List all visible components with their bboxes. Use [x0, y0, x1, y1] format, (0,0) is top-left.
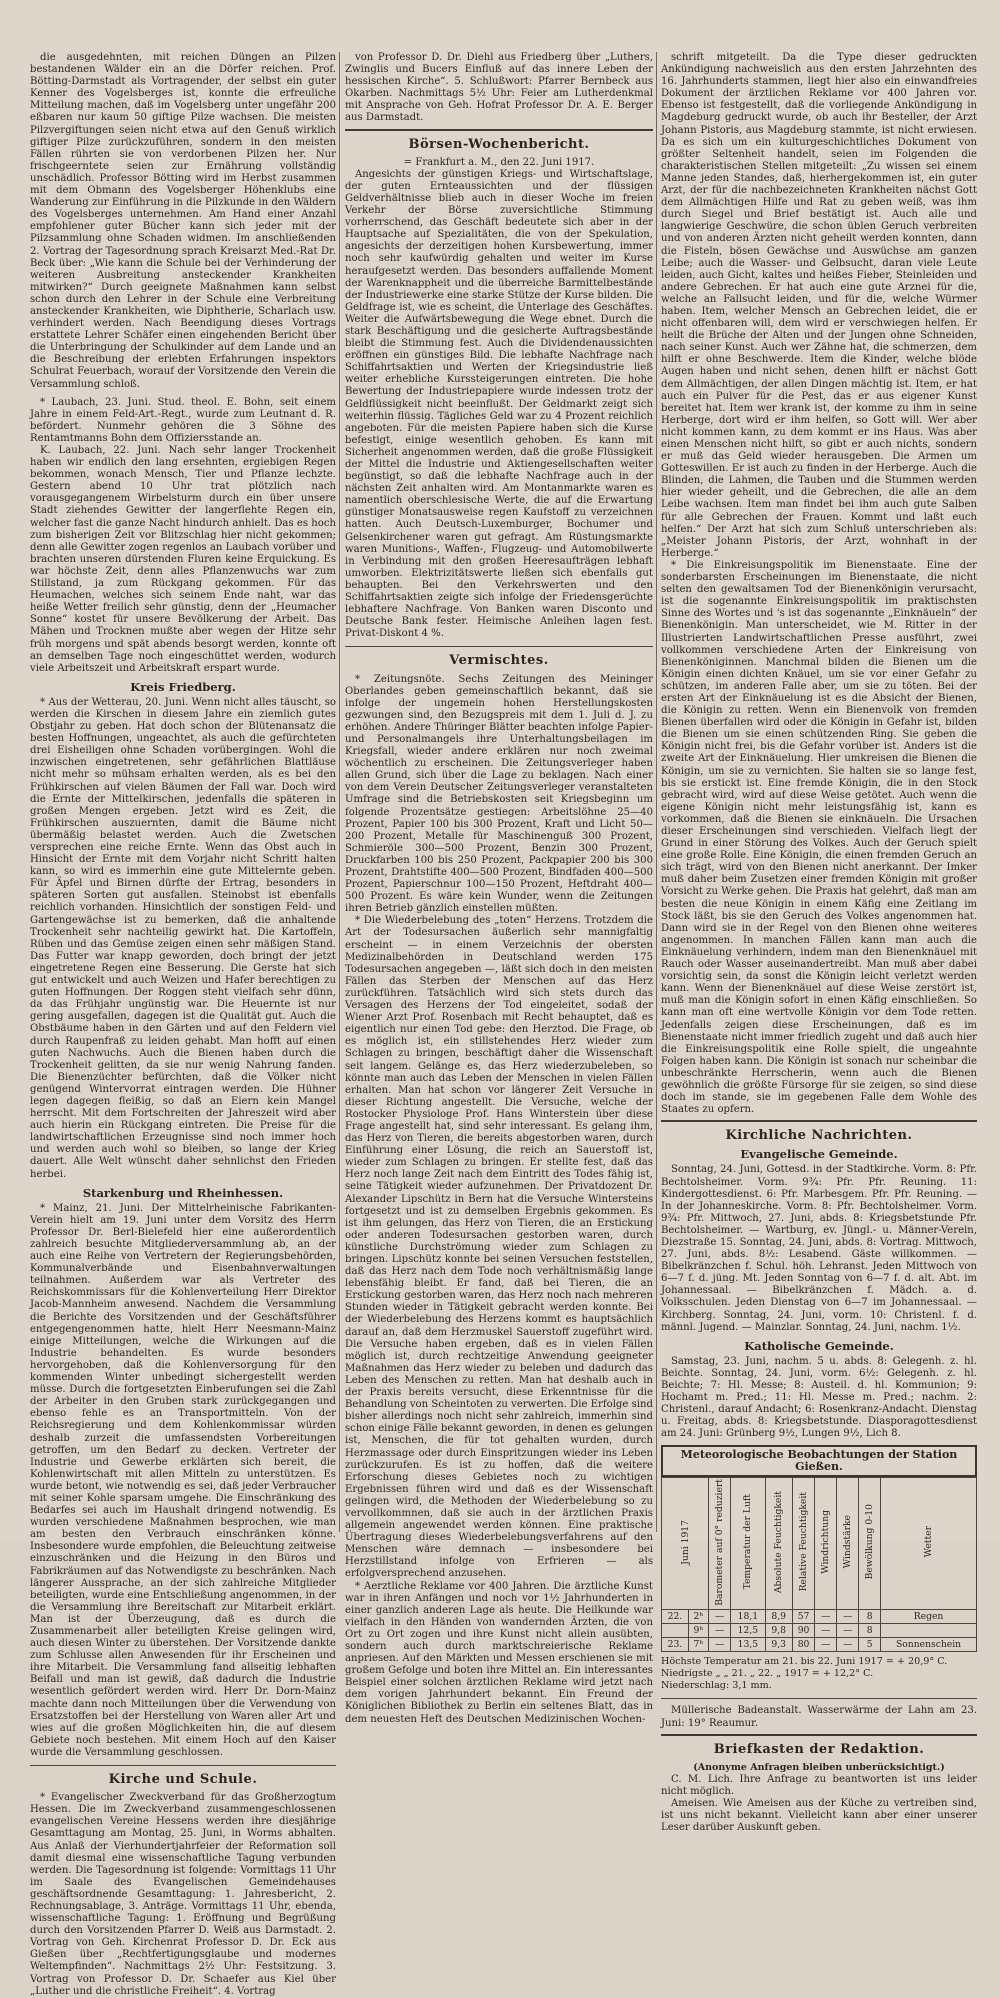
divider — [30, 1765, 336, 1766]
weather-cell — [662, 1624, 689, 1638]
weather-cell: 8 — [859, 1610, 881, 1624]
weather-header: Wetter — [881, 1477, 977, 1610]
article-laubach-1: * Laubach, 23. Juni. Stud. theol. E. Bohn, seit einem Jahre in einem Feld-Art.-Regt., wurde zum Leutnant d. R. befördert. Nunmehr gehören die 3 Söhne des Rentamtmanns Bohn dem Offiziersstande an. — [30, 396, 336, 444]
weather-table-title: Meteorologische Beobachtungen der Station Gießen. — [661, 1445, 977, 1477]
divider — [661, 1698, 977, 1699]
divider — [661, 1120, 977, 1122]
weather-cell: 9ʰ — [688, 1624, 708, 1638]
boerse-dateline: = Frankfurt a. M., den 22. Juni 1917. — [403, 156, 595, 168]
article-zeitungsnoete: * Zeitungsnöte. Sechs Zeitungen des Meininger Oberlandes geben gemeinschaftlich bekannt, daß sie infolge der ungemein hohen Herstellungskosten gezwungen sind, den Bezugspreis mit dem 1. Juli d. J. zu erhöhen. Andere Thüringer Blätter beachten infolge Papier- und Personalmangels ihre Unterhaltungsbeilagen im Kriegsfall, wieder andere erklären nur noch zweimal wöchentlich zu erscheinen. Die Zeitungsverleger haben allen Grund, sich über die Lage zu beklagen. Nach einer von dem Verein Deutscher Zeitungsverleger veranstalteten Umfrage sind die Betriebskosten seit Kriegsbeginn um folgende Prozentsätze gestiegen: Arbeitslöhne 25—40 Prozent, Papier 100 bis 300 Prozent, Kraft und Licht 50—200 Prozent, Metalle für Maschinenguß 300 Prozent, Schmieröle 300—500 Prozent, Benzin 300 Prozent, Druckfarben 100 bis 250 Prozent, Packpapier 200 bis 300 Prozent, Drahtstifte 400—500 Prozent, Bindfaden 400—500 Prozent, Papierschnur 100—150 Prozent, Heftdraht 400—500 Prozent. Es wäre kein Wunder, wenn die Zeitungen ihren Betrieb gänzlich einstellen müßten. — [345, 673, 653, 915]
section-heading-briefkasten: Briefkasten der Redaktion. — [713, 1741, 925, 1757]
weather-header: Windstärke — [837, 1477, 859, 1610]
weather-cell: 12,5 — [730, 1624, 765, 1638]
weather-cell: — — [709, 1624, 731, 1638]
article-bienen: * Die Einkreisungspolitik im Bienenstaate. Eine der sonderbarsten Erscheinungen im Bienenstaate, die nicht selten den gewaltsamen Tod der Bienenkönigin verursacht, ist die sogenannte Einkreisungspolitik im praktischsten Sinne des Wortes und 's ist das sogenannte „Einknäueln“ der Bienenkönigin. Man unterscheidet, wie M. Ritter in der Illustrierten Landwirtschaftlichen Presse ausführt, zwei vollkommen verschiedene Arten der Einkreisung von Bienenköniginnen. Manchmal bilden die Bienen um die Königin einen dichten Knäuel, um sie vor einer Gefahr zu schützen, im anderen Falle aber, um sie zu töten. Bei der ersten Art der Einknäuelung ist es die Absicht der Bienen, die Königin zu retten. Wenn ein Bienenvolk von fremden Bienen überfallen wird oder die Königin in Gefahr ist, bilden die Bienen um sie einen schützenden Ring. Sie geben die Königin nicht frei, bis die Gefahr vorüber ist. Anders ist die zweite Art der Einknäuelung. Hier umkreisen die Bienen die Königin, um sie zu vernichten. Sie halten sie so lange fest, bis sie erstickt ist. Eine fremde Königin, die in den Stock gebracht wird, wird auf diese Weise getötet. Auch wenn die eigene Königin nicht mehr leistungsfähig ist, kann es vorkommen, daß die Bienen sie einknäueln. Die Ursachen dieser Erscheinungen sind verschieden. Vielfach liegt der Grund in einer Störung des Volkes. Auch der Geruch spielt eine große Rolle. Eine Königin, die einen fremden Geruch an sich trägt, wird von den Bienen nicht anerkannt. Der Imker muß daher beim Zusetzen einer fremden Königin mit großer Vorsicht zu Werke gehen. Die Praxis hat gelehrt, daß man am besten die neue Königin in einem Käfig eine Zeitlang im Stock läßt, bis sie den Geruch des Volkes angenommen hat. Dann wird sie in der Regel von den Bienen ohne weiteres angenommen. In manchen Fällen kann man auch die Einknäuelung verhindern, indem man den Bienenknäuel mit Rauch oder Wasser auseinandertreibt. Man muß aber dabei vorsichtig sein, da sonst die Königin leicht verletzt werden kann. Wenn der Bienenknäuel auf diese Weise zerstört ist, muß man die Königin sofort in einen Käfig einschließen. So kann man oft eine wertvolle Königin vor dem Tode retten. Jedenfalls zeigen diese Erscheinungen, daß es im Bienenstaate nicht immer friedlich zugeht und daß auch hier die Einkreisungspolitik eine Rolle spielt, die ungeahnte Folgen haben kann. Die Königin ist sonach nur scheinbar die unbeschränkte Herrscherin, wenn auch die Bienen gewöhnlich die größte Fürsorge für sie zeigen, so sind diese doch im stande, sie im gegebenen Falle dem Wohle des Staates zu opfern. — [661, 559, 977, 1116]
column-2 — [345, 52, 653, 1725]
notice-badeanstalt: Müllerische Badeanstalt. Wasserwärme der Lahn am 23. Juni: 19° Reaumur. — [661, 1705, 977, 1729]
section-heading-kreis-friedberg: Kreis Friedberg. — [130, 679, 236, 694]
section-heading-boerse: Börsen-Wochenbericht. — [408, 136, 590, 152]
weather-cell — [881, 1624, 977, 1638]
weather-cell: — — [837, 1610, 859, 1624]
section-heading-kirchliche: Kirchliche Nachrichten. — [725, 1128, 913, 1144]
weather-header: Juni 1917 — [662, 1477, 709, 1610]
weather-cell: 13,5 — [730, 1638, 765, 1652]
column-divider — [339, 52, 340, 1532]
divider — [345, 646, 653, 647]
weather-header: Temperatur der Luft — [730, 1477, 765, 1610]
weather-cell: — — [815, 1624, 837, 1638]
weather-cell: 57 — [792, 1610, 815, 1624]
weather-cell: 5 — [859, 1638, 881, 1652]
subheading-katholisch: Katholische Gemeinde. — [744, 1338, 894, 1353]
weather-max-temp: Höchste Temperatur am 21. bis 22. Juni 1917 = + 20,9° C. — [661, 1656, 948, 1668]
divider — [345, 129, 653, 131]
article-wetterau: * Aus der Wetterau, 20. Juni. Wenn nicht alles täuscht, so werden die Kirschen in diesem Jahre ein ziemlich gutes Obstjahr zu geben. Hat doch schon der Blütenansatz die besten Hoffnungen, ungeachtet, als auch die gefürchteten drei Eisheiligen ohne Schaden vorübergingen. Wohl die inzwischen eingetretenen, sehr gefährlichen Blattläuse nicht mehr so mühsam erhalten werden, als es bei den Frühkirschen auf vielen Bäumen der Fall war. Doch wird die Ernte der Mittelkirschen, jedenfalls die späteren in großen Mengen ergeben. Jetzt wird es Zeit, die Frühkirschen auszuernten, damit die Bäume nicht übermäßig belastet werden. Auch die Zwetschen versprechen eine reiche Ernte. Wenn das Obst auch in Hinsicht der Ernte mit dem Vorjahr nicht Schritt halten kann, so wird es immerhin eine gute Mittelernte geben. Für Äpfel und Birnen dürfte der Ertrag, besonders in späteren Sorten gut ausfallen. Steinobst ist ebenfalls reichlich vorhanden. Hinsichtlich der sonstigen Feld- und Gartengewächse ist zu bemerken, daß die anhaltende Trockenheit sehr nachteilig gewirkt hat. Die Kartoffeln, Rüben und das Gemüse zeigen einen sehr mäßigen Stand. Das Futter war knapp geworden, doch bringt der jetzt eingetretene Regen eine Besserung. Die Gerste hat sich gut entwickelt und auch Weizen und Hafer berechtigen zu guten Hoffnungen. Der Roggen steht vielfach sehr dünn, da das Frühjahr ungünstig war. Die Heuernte ist nur gering ausgefallen, dagegen ist die Qualität gut. Auch die Obstbäume haben in den Gärten und auf den Feldern viel durch Raupenfraß zu leiden gehabt. Man hofft auf einen guten Nachwuchs. Auch die Bienen haben durch die Trockenheit gelitten, da sie nur wenig Nahrung fanden. Die Bienenzüchter befürchten, daß die Völker nicht genügend Wintervorrat eintragen werden. Die Hühner legen dagegen fleißig, so daß an Eiern kein Mangel herrscht. Mit dem Fortschreiten der Jahreszeit wird aber auch hierin ein Rückgang eintreten. Die Preise für die landwirtschaftlichen Erzeugnisse sind noch immer hoch und werden auch wohl so bleiben, so lange der Krieg dauert. Alle Welt wünscht daher sehnlichst den Frieden herbei. — [30, 696, 336, 1180]
table-row — [662, 1610, 977, 1624]
weather-cell: Sonnenschein — [881, 1638, 977, 1652]
briefkasten-reply-1: C. M. Lich. Ihre Anfrage zu beantworten ist uns leider nicht möglich. — [661, 1773, 977, 1797]
weather-rain: Niederschlag: 3,1 mm. — [661, 1680, 772, 1692]
section-heading-vermischtes: Vermischtes. — [449, 653, 549, 669]
weather-cell: 18,1 — [730, 1610, 765, 1624]
column-divider — [656, 52, 657, 1532]
column-3 — [661, 52, 977, 1834]
article-laubach-2: K. Laubach, 22. Juni. Nach sehr langer Trockenheit haben wir endlich den lang ersehnten, ergiebigen Regen bekommen, wonach Mensch, Tier und Pflanze lechzte. Gestern abend 10 Uhr trat plötzlich nach vorausgegangenem Wirbelsturm durch ein über unsere Stadt ziehendes Gewitter der langerflehte Regen ein, welcher fast die ganze Nacht hindurch anhielt. Das es hoch zum bisherigen Zeit vor Blitzschlag hier nicht gekommen; denn alle Gewitter zogen regenlos an Laubach vorüber und brachten unseren dürstenden Fluren keine Erquickung. Es war höchste Zeit, denn alles Pflanzenwuchs war zum Stillstand, ja zum Rückgang gekommen. Für das Heumachen, welches sich seinem Ende naht, war das heiße Wetter freilich sehr günstig, denn der „Heumacher Sonne“ kostet für unsere Bevölkerung der Arbeit. Das Mähen und Trocknen mußte aber wegen der Hitze sehr früh morgens und spät abends besorgt werden, konnte oft an demselben Tage noch eingeschüttet werden, wodurch viele Arbeitszeit und Arbeitskraft erspart wurde. — [30, 445, 336, 674]
weather-cell: 8 — [859, 1624, 881, 1638]
article-reklame: * Aerztliche Reklame vor 400 Jahren. Die ärztliche Kunst war in ihren Anfängen und noch vor 1½ Jahrhunderten in einer ganzlich anderen Lage als heute. Die Heilkunde war vielfach in den Händen von wandernden Ärzten, die von Ort zu Ort zogen und ihre Kunst nicht allein ausübten, sondern auch durch marktschreierische Reklame anpriesen. Auf den Märkten und Messen erschienen sie mit großem Gefolge und boten ihre Mittel an. Ein interessantes Beispiel einer solchen ärztlichen Reklame wird jetzt nach dem vorigen Jahrhundert bekannt. Ein Freund der Königlichen Bibliothek zu Berlin ein seltenes Blatt, das in dem neuesten Heft des Deutschen Medizinischen Wochen- — [345, 1580, 653, 1725]
weather-cell: 9,3 — [765, 1638, 792, 1652]
weather-cell: — — [837, 1624, 859, 1638]
weather-cell: Regen — [881, 1610, 977, 1624]
article-zweckverband: * Evangelischer Zweckverband für das Großherzogtum Hessen. Die im Zweckverband zusammengeschlossenen evangelischen Vereine Hessens werden ihre diesjährige Gesamttagung am Montag, 25. Juni, in Worms abhalten. Aus Anlaß der Vierhundertjahrfeier der Reformation soll damit diesmal eine wissenschaftliche Tagung verbunden werden. Die Tagesordnung ist folgende: Vormittags 11 Uhr im Saale des Evangelischen Gemeindehauses geschäftsordnende Gesamttagung: 1. Jahresbericht, 2. Rechnungsablage, 3. Anträge. Vormittags 11 Uhr, ebenda, wissenschaftliche Tagung: 1. Eröffnung und Begrüßung durch den Vorsitzenden Pfarrer D. Weiß aus Darmstadt. 2. Vortrag von Geh. Kirchenrat Professor D. Dr. Eck aus Gießen über „Rechtfertigungsglaube und modernes Weltempfinden“. Nachmittags 2½ Uhr: Festsitzung. 3. Vortrag von Professor D. Dr. Schaefer aus Kiel über „Luther und die christliche Freiheit“. 4. Vortrag — [30, 1792, 336, 1997]
article-reklame-continued: schrift mitgeteilt. Da die Type dieser gedruckten Ankündigung nachweislich aus den ersten Jahrzehnten des 16. Jahrhunderts stammen, liegt hier also ein einwandfreies Dokument der ärztlichen Reklame vor 400 Jahren vor. Ebenso ist festgestellt, daß die vorliegende Ankündigung in Magdeburg gedruckt wurde, ob auch ihr Besteller, der Arzt Johann Pistoris, aus Magdeburg stammte, ist nicht erwiesen. Da es sich um ein kulturgeschichtliches Dokument von größter Seltenheit handelt, seien im Folgenden die charakteristischen Stellen mitgeteilt: „Zu wissen sei einem Manne jeden Standes, daß, hierhergekommen ist, ein guter Arzt, der für die nachbezeichneten Krankheiten nächst Gott dem Allmächtigen Hilfe und Rat zu geben weiß, was ihm durch Siegel und Brief bestätigt ist. Auch alle und langwierige Geschwüre, die schon üblen Geruch verbreiten und von anderen Ärzten nicht geheilt werden konnten, dann die Fisteln, bösen Gewächse und Auswüchse am ganzen Leibe; auch die Wasser- und Gelbsucht, daran viele Leute leiden, auch Gicht, kaltes und heißes Fieber, Steinleiden und andere Gebrechen. Er hat auch eine gute Arznei für die, welche an Fallsucht leiden, und für die, welche Würmer haben. Item, welcher Mensch an Gebrechen leidet, die er nicht offenbaren will, dem wird er verschwiegen helfen. Er heilt die Brüche der Alten und der Jungen ohne Schneiden, nach seiner Kunst. Auch wer Zähne hat, die schmerzen, dem hilft er ohne Beschwerde. Item die Kinder, welche blöde Augen haben und nicht sehen, denen hilft er nächst Gott dem Allmächtigen, der allen Dingen mächtig ist. Item, er hat auch ein Pulver für die Pest, das er aus eigener Kunst bereitet hat. Item wer krank ist, der komme zu ihm in seine Herberge, dort wird er ihm helfen, so Gott will. Wer aber nicht kommen kann, zu dem kommt er ins Haus. Was aber einen Menschen nicht hilft, so gibt er auch nichts, sondern er muß das Geld wieder herausgeben. Die Armen um Gotteswillen. Er ist auch zu finden in der Herberge. Auch die Blinden, die Lahmen, die Tauben und die Stummen werden hier wieder geheilt, und die Gebrechen, die alle an dem Leibe wachsen. Item man findet bei ihm auch gute Salben für alle Gebrechen der Frauen. Kommt und laßt euch helfen.“ Der Arzt hat sich zum Schluß unterschrieben als: „Meister Johann Pistoris, der Arzt, wohnhaft in der Herberge.“ — [661, 52, 977, 559]
divider — [661, 1734, 977, 1736]
weather-cell: 22. — [662, 1610, 689, 1624]
listing-katholisch: Samstag, 23. Juni, nachm. 5 u. abds. 8: Gelegenh. z. hl. Beichte. Sonntag, 24. Juni, vorm. 6½: Gelegenh. z. hl. Beichte; 7: Hl. Messe; 8: Austeil. d. hl. Kommunion; 9: Hochamt m. Pred.; 11: Hl. Messe m. Pred.; nachm. 2: Christenl., darauf Andacht; 6: Rosenkranz-Andacht. Dienstag u. Freitag, abds. 8: Kriegsbetstunde. Diasporagottesdienst am 24. Juni: Grünberg 9½, Lungen 9½, Lich 8. — [661, 1355, 977, 1440]
weather-header: Windrichtung — [815, 1477, 837, 1610]
table-row — [662, 1624, 977, 1638]
weather-header: Relative Feuchtigkeit — [792, 1477, 815, 1610]
briefkasten-reply-2: Ameisen. Wie Ameisen aus der Küche zu vertreiben sind, ist uns nicht bekannt. Vielleicht kann aber einer unserer Leser darüber Auskunft geben. — [661, 1798, 977, 1834]
weather-header: Absolute Feuchtigkeit — [765, 1477, 792, 1610]
weather-min-temp: Niedrigste „ „ 21. „ 22. „ 1917 = + 12,2° C. — [661, 1668, 874, 1680]
section-heading-starkenburg: Starkenburg und Rheinhessen. — [82, 1185, 284, 1200]
weather-cell: — — [837, 1638, 859, 1652]
listing-evangelisch: Sonntag, 24. Juni, Gottesd. in der Stadtkirche. Vorm. 8: Pfr. Bechtolsheimer. Vorm. 9¾: Pfr. Pfr. Reuning. 11: Kindergottesdienst. 6: Pfr. Marbesgem. Pfr. Pfr. Reuning. — In der Johanneskirche. Vorm. 8: Pfr. Bechtolsheimer. Vorm. 9¾: Pfr. Mittwoch, 27. Juni, abds. 8: Kriegsbetstunde Pfr. Bechtolsheimer. — Wartburg, ev. Jüngl.- u. Männer-Verein, Diezstraße 15. Sonntag, 24. Juni, abds. 8: Vortrag. Mittwoch, 27. Juni, abds. 8½: Lesabend. Gäste willkommen. — Bibelkränzchen f. Schul. höh. Lehranst. Jeden Mittwoch von 6—7 f. d. jüng. Mt. Jeden Sonntag von 6—7 f. d. alt. Abt. im Johannessaal. — Bibelkränzchen f. Mädch. a. d. Volksschulen. Jeden Dienstag von 6—7 im Johannessaal. — Kirchberg. Sonntag, 24. Juni, vorm. 10: Christenl. f. d. männl. Jugend. — Mainzlar. Sonntag, 24. Juni, nachm. 1½. — [661, 1164, 977, 1333]
table-row — [662, 1638, 977, 1652]
weather-cell: 9,8 — [765, 1624, 792, 1638]
weather-cell: 7ʰ — [688, 1638, 708, 1652]
section-heading-kirche-schule: Kirche und Schule. — [108, 1772, 258, 1788]
article-herz: * Die Wiederbelebung des „toten“ Herzens. Trotzdem die Art der Todesursachen äußerlich sehr mannigfaltig erscheint — in einem Verzeichnis der obersten Medizinalbehörden in Deutschland werden 175 Todesursachen angegeben —, läßt sich doch in den meisten Fällen das Sterben der Menschen auf das Herz zurückführen. Tatsächlich wird sich stets durch das Versagen des Herzens der Tod eingeleitet, sodaß der Wiener Arzt Prof. Rosenbach mit Recht behauptet, daß es eigentlich nur einen Tod gebe: den Herztod. Die Frage, ob es möglich ist, ein stillstehendes Herz wieder zum Schlagen zu bringen, beschäftigt daher die Wissenschaft seit langem. Gelänge es, das Herz wiederzubeleben, so könnte man auch das Leben der Menschen in vielen Fällen erhalten. Man hat schon vor längerer Zeit Versuche in dieser Richtung angestellt. Die Versuche, welche der Rostocker Physiologe Prof. Hans Winterstein über diese Frage angestellt hat, sind sehr interessant. Es gelang ihm, das Herz von Tieren, die bereits abgestorben waren, durch Einführung einer Lösung, die reich an Sauerstoff ist, wieder zum Schlagen zu bringen. Er stellte fest, daß das Herz noch lange Zeit nach dem Eintritt des Todes fähig ist, seine Tätigkeit wieder aufzunehmen. Der Privatdozent Dr. Alexander Lipschütz in Bern hat die Versuche Wintersteins fortgesetzt und ist zu demselben Ergebnis gekommen. Es ist ihm gelungen, das Herz von Tieren, die an Erstickung oder anderen Todesursachen gestorben waren, durch künstliche Durchströmung wieder zum Schlagen zu bringen. Lipschütz konnte bei seinen Versuchen feststellen, daß das Herz nach dem Tode noch verhältnismäßig lange lebensfähig bleibt. Er fand, daß bei Tieren, die an Erstickung gestorben waren, das Herz noch nach mehreren Stunden wieder in Tätigkeit gebracht werden konnte. Bei der Wiederbelebung des Herzens kommt es hauptsächlich darauf an, daß dem Herzmuskel Sauerstoff zugeführt wird. Die Versuche haben ergeben, daß es in vielen Fällen möglich ist, durch rechtzeitige Anwendung geeigneter Maßnahmen das Herz wieder zu beleben und dadurch das Leben des Menschen zu retten. Man hat deshalb auch in der Praxis bereits versucht, diese Erkenntnisse für die Behandlung von Scheintoten zu verwerten. Die Erfolge sind bisher allerdings noch nicht sehr zahlreich, immerhin sind schon einige Fälle bekannt geworden, in denen es gelungen ist, Menschen, die für tot gehalten wurden, durch Herzmassage oder durch Einspritzungen wieder ins Leben zurückzurufen. Es ist zu hoffen, daß die weitere Erforschung dieses Gebietes noch zu wichtigen Ergebnissen führen wird und daß es der Wissenschaft gelingen wird, die Methoden der Wiederbelebung so zu vervollkommnen, daß sie auch in der ärztlichen Praxis allgemein angewendet werden können. Eine praktische Übertragung dieses Wiederbelebungsverfahrens auf den Menschen wäre demnach — insbesondere bei Herzstillstand infolge von Erfrieren — als erfolgversprechend anzusehen. — [345, 915, 653, 1580]
briefkasten-subtitle: (Anonyme Anfragen bleiben unberücksichtigt.) — [693, 1761, 945, 1773]
weather-cell: — — [815, 1610, 837, 1624]
article-pilze: die ausgedehnten, mit reichen Düngen an Pilzen bestandenen Wälder ein an die Dörfer reichen. Prof. Bötting-Darmstadt als Vortragender, der selbst ein guter Kenner des Vogelsberges ist, konnte die erfreuliche Mitteilung machen, daß im Vogelsberg unter ungefähr 200 eßbaren nur kaum 50 giftige Pilze wachsen. Die meisten Pilzvergiftungen seien nicht etwa auf den Genuß wirklich giftiger Pilze zurückzuführen, sondern in den meisten Fällen rührten sie von verdorbenen Pilzen her. Nur frischgeerntete seien zur Ernährung vollständig unschädlich. Professor Bötting wird im Herbst zusammen mit dem Obmann des Vogelsberger Höhenklubs eine Wanderung zur Einführung in die Pilzkunde in den Wäldern des Vogelsberges unternehmen. Am Hand einer Anzahl empfohlener guter Bücher kann sich jeder mit der Pilzsammlung ohne Schaden widmen. Im anschließenden 2. Vortrag der Tagesordnung sprach Kreisarzt Med.-Rat Dr. Beck über: „Wie kann die Schule bei der Verhinderung der weiteren Ausbreitung ansteckender Krankheiten mitwirken?“ Durch geeignete Maßnahmen kann selbst schon durch den Lehrer in der Schule eine Verbreitung ansteckender Krankheiten, wie Diphtherie, Scharlach usw. verhindert werden. Nach Beendigung dieses Vortrags erstattete Lehrer Schäfer einen eingehenden Bericht über die Unterbringung der Schulkinder auf dem Lande und an die Beschreibung der erlebten Erfahrungen inspektors Schulrat Feuerbach, worauf der Vorsitzende den Verein die Versammlung schloß. — [30, 52, 336, 390]
article-mainz: * Mainz, 21. Juni. Der Mittelrheinische Fabrikanten-Verein hielt am 19. Juni unter dem Vorsitz des Herrn Professor Dr. Berl-Bielefeld hier eine außerordentlich zahlreich besuchte Mitgliederversammlung ab, an der auch eine Reihe von Vertretern der Regierungsbehörden, Kommunalverbände und Eisenbahnverwaltungen teilnahmen. Außerdem war als Vertreter des Reichskommissars für die Kohlenverteilung Herr Direktor Jacob-Mannheim anwesend. Nachdem die Versammlung die Berichte des Vorsitzenden und der Geschäftsführer entgegengenommen hatte, hielt Herr Neesmann-Mainz einige Mitteilungen, welche die Wirkungen auf die Industrie behandelten. Es wurde besonders hervorgehoben, daß die Kohlenversorgung für den kommenden Winter unbedingt sichergestellt werden müsse. Durch die fortgesetzten Einberufungen sei die Zahl der Arbeiter in den Gruben stark zurückgegangen und ebenso fehle es an Transportmitteln. Von der Reichsregierung und dem Kohlenkommissar würden deshalb zurzeit die umfassendsten Vorbereitungen getroffen, um den Bedarf zu decken. Vertreter der Industrie und Gewerbe erklärten sich bereit, die Kohlenwirtschaft mit allen Mitteln zu unterstützen. Es wurde betont, wie notwendig es sei, daß jeder Verbraucher mit seiner Kohle sparsam umgehe. Die Einschränkung des Bedarfes sei auch im Haushalt dringend notwendig. Es wurden verschiedene Maßnahmen besprochen, wie man am besten den Verbrauch einschränken könne. Insbesondere wurde empfohlen, die Beleuchtung zeitweise einzuschränken und die Heizung in den Büros und Fabrikräumen auf das Notwendigste zu beschränken. Nach längerer Aussprache, an der sich zahlreiche Mitglieder beteiligten, wurde eine Entschließung angenommen, in der die Versammlung ihre Bereitschaft zur Mitarbeit erklärt. Man ist der Überzeugung, daß es durch die Zusammenarbeit aller beteiligten Kreise gelingen wird, auch diesen Winter zu überstehen. Der Vorsitzende dankte zum Schlusse allen Anwesenden für ihr Erscheinen und ihre Mitarbeit. Die Versammlung fand allseitig lebhaften Beifall und man ist gewiß, daß dadurch die Industrie wesentlich gefördert werden wird. Herr Dr. Dorn-Mainz machte dann noch Mitteilungen über die Verwendung von Ersatzstoffen bei der Herstellung von Waren aller Art und wies auf die großen Möglichkeiten hin, die auf diesem Gebiete noch bestehen. Mit einem Hoch auf den Kaiser wurde die Versammlung geschlossen. — [30, 1202, 336, 1758]
weather-cell: 2ʰ — [688, 1610, 708, 1624]
article-diehl-continued: von Professor D. Dr. Diehl aus Friedberg über „Luthers, Zwinglis und Bucers Einfluß auf das innere Leben der hessischen Kirche“. 5. Schlußwort: Pfarrer Bernbeck aus Okarben. Nachmittags 5½ Uhr: Feier am Lutherdenkmal mit Ansprache von Geh. Hofrat Professor Dr. A. E. Berger aus Darmstadt. — [345, 52, 653, 124]
weather-cell: 23. — [662, 1638, 689, 1652]
subheading-evangelisch: Evangelische Gemeinde. — [740, 1147, 898, 1162]
weather-table — [661, 1477, 977, 1653]
weather-header: Barometer auf 0° reduziert — [709, 1477, 731, 1610]
weather-cell: — — [815, 1638, 837, 1652]
column-1 — [30, 52, 336, 1997]
weather-cell: 90 — [792, 1624, 815, 1638]
weather-header: Bewölkung 0-10 — [859, 1477, 881, 1610]
weather-cell: — — [709, 1638, 731, 1652]
weather-cell: 8,9 — [765, 1610, 792, 1624]
article-boerse: Angesichts der günstigen Kriegs- und Wirtschaftslage, der guten Ernteaussichten und der flüssigen Geldverhältnisse blieb auch in dieser Woche im freien Verkehr der Börse zuversichtliche Stimmung vorherrschend, das Geschäft bedeutete sich aber in der Hauptsache auf Spezialitäten, die von der Spekulation, angesichts der derzeitigen hohen Kursbewertung, immer noch sehr kaufwürdig gehalten und weiter im Kurse heraufgesetzt werden. Das besonders auffallende Moment der Warenknappheit und die überreiche Barmittelbestände der Industriewerke eine starke Stütze der Kurse bilden. Die Geldfrage ist, wie es scheint, die Unterlage des Geschäftes. Weiter die Aufwärtsbewegung die Wege ebnet. Durch die stark Beschäftigung und die gesicherte Auftragsbestände bleibt die Stimmung fest. Auch die Dividendenaussichten eröffnen ein günstiges Bild. Die lebhafte Nachfrage nach Schiffahrtsaktien und Werten der Kriegsindustrie ließ weiter erhebliche Kurssteigerungen eintreten. Die hohe Bewertung der Industriepapiere wurde indessen trotz der Geldflüssigkeit nicht beeinflußt. Der Geldmarkt zeigt sich weiterhin flüssig. Tägliches Geld war zu 4 Prozent reichlich angeboten. Für die meisten Papiere haben sich die Kurse befestigt, einige wesentlich gehoben. Es kann mit Sicherheit angenommen werden, daß die große Flüssigkeit der Mittel die Industrie und Aktiengesellschaften weiter begünstigt, so daß die lebhafte Nachfrage auch in der nächsten Zeit anhalten wird. Am Montanmarkte waren es namentlich oberschlesische Werte, die auf die Erwartung günstiger Monatsausweise regen Kaufstoff zu verzeichnen hatten. Auch Deutsch-Luxemburger, Bochumer und Gelsenkirchener waren gut gefragt. Am Rüstungsmarkte waren Munitions-, Waffen-, Flugzeug- und Automobilwerte in Verbindung mit den großen Heeresaufträgen lebhaft umworben. Elektrizitätswerte ließen sich ebenfalls gut behaupten. Bei den Verkehrswerten und den Schiffahrtsaktien zeigte sich infolge der Friedensgerüchte lebhaftere Nachfrage. Von Banken waren Disconto und Deutsche Bank fester. Heimische Anleihen lagen fest. Privat-Diskont 4 %. — [345, 168, 653, 640]
weather-cell: 80 — [792, 1638, 815, 1652]
weather-cell: — — [709, 1610, 731, 1624]
